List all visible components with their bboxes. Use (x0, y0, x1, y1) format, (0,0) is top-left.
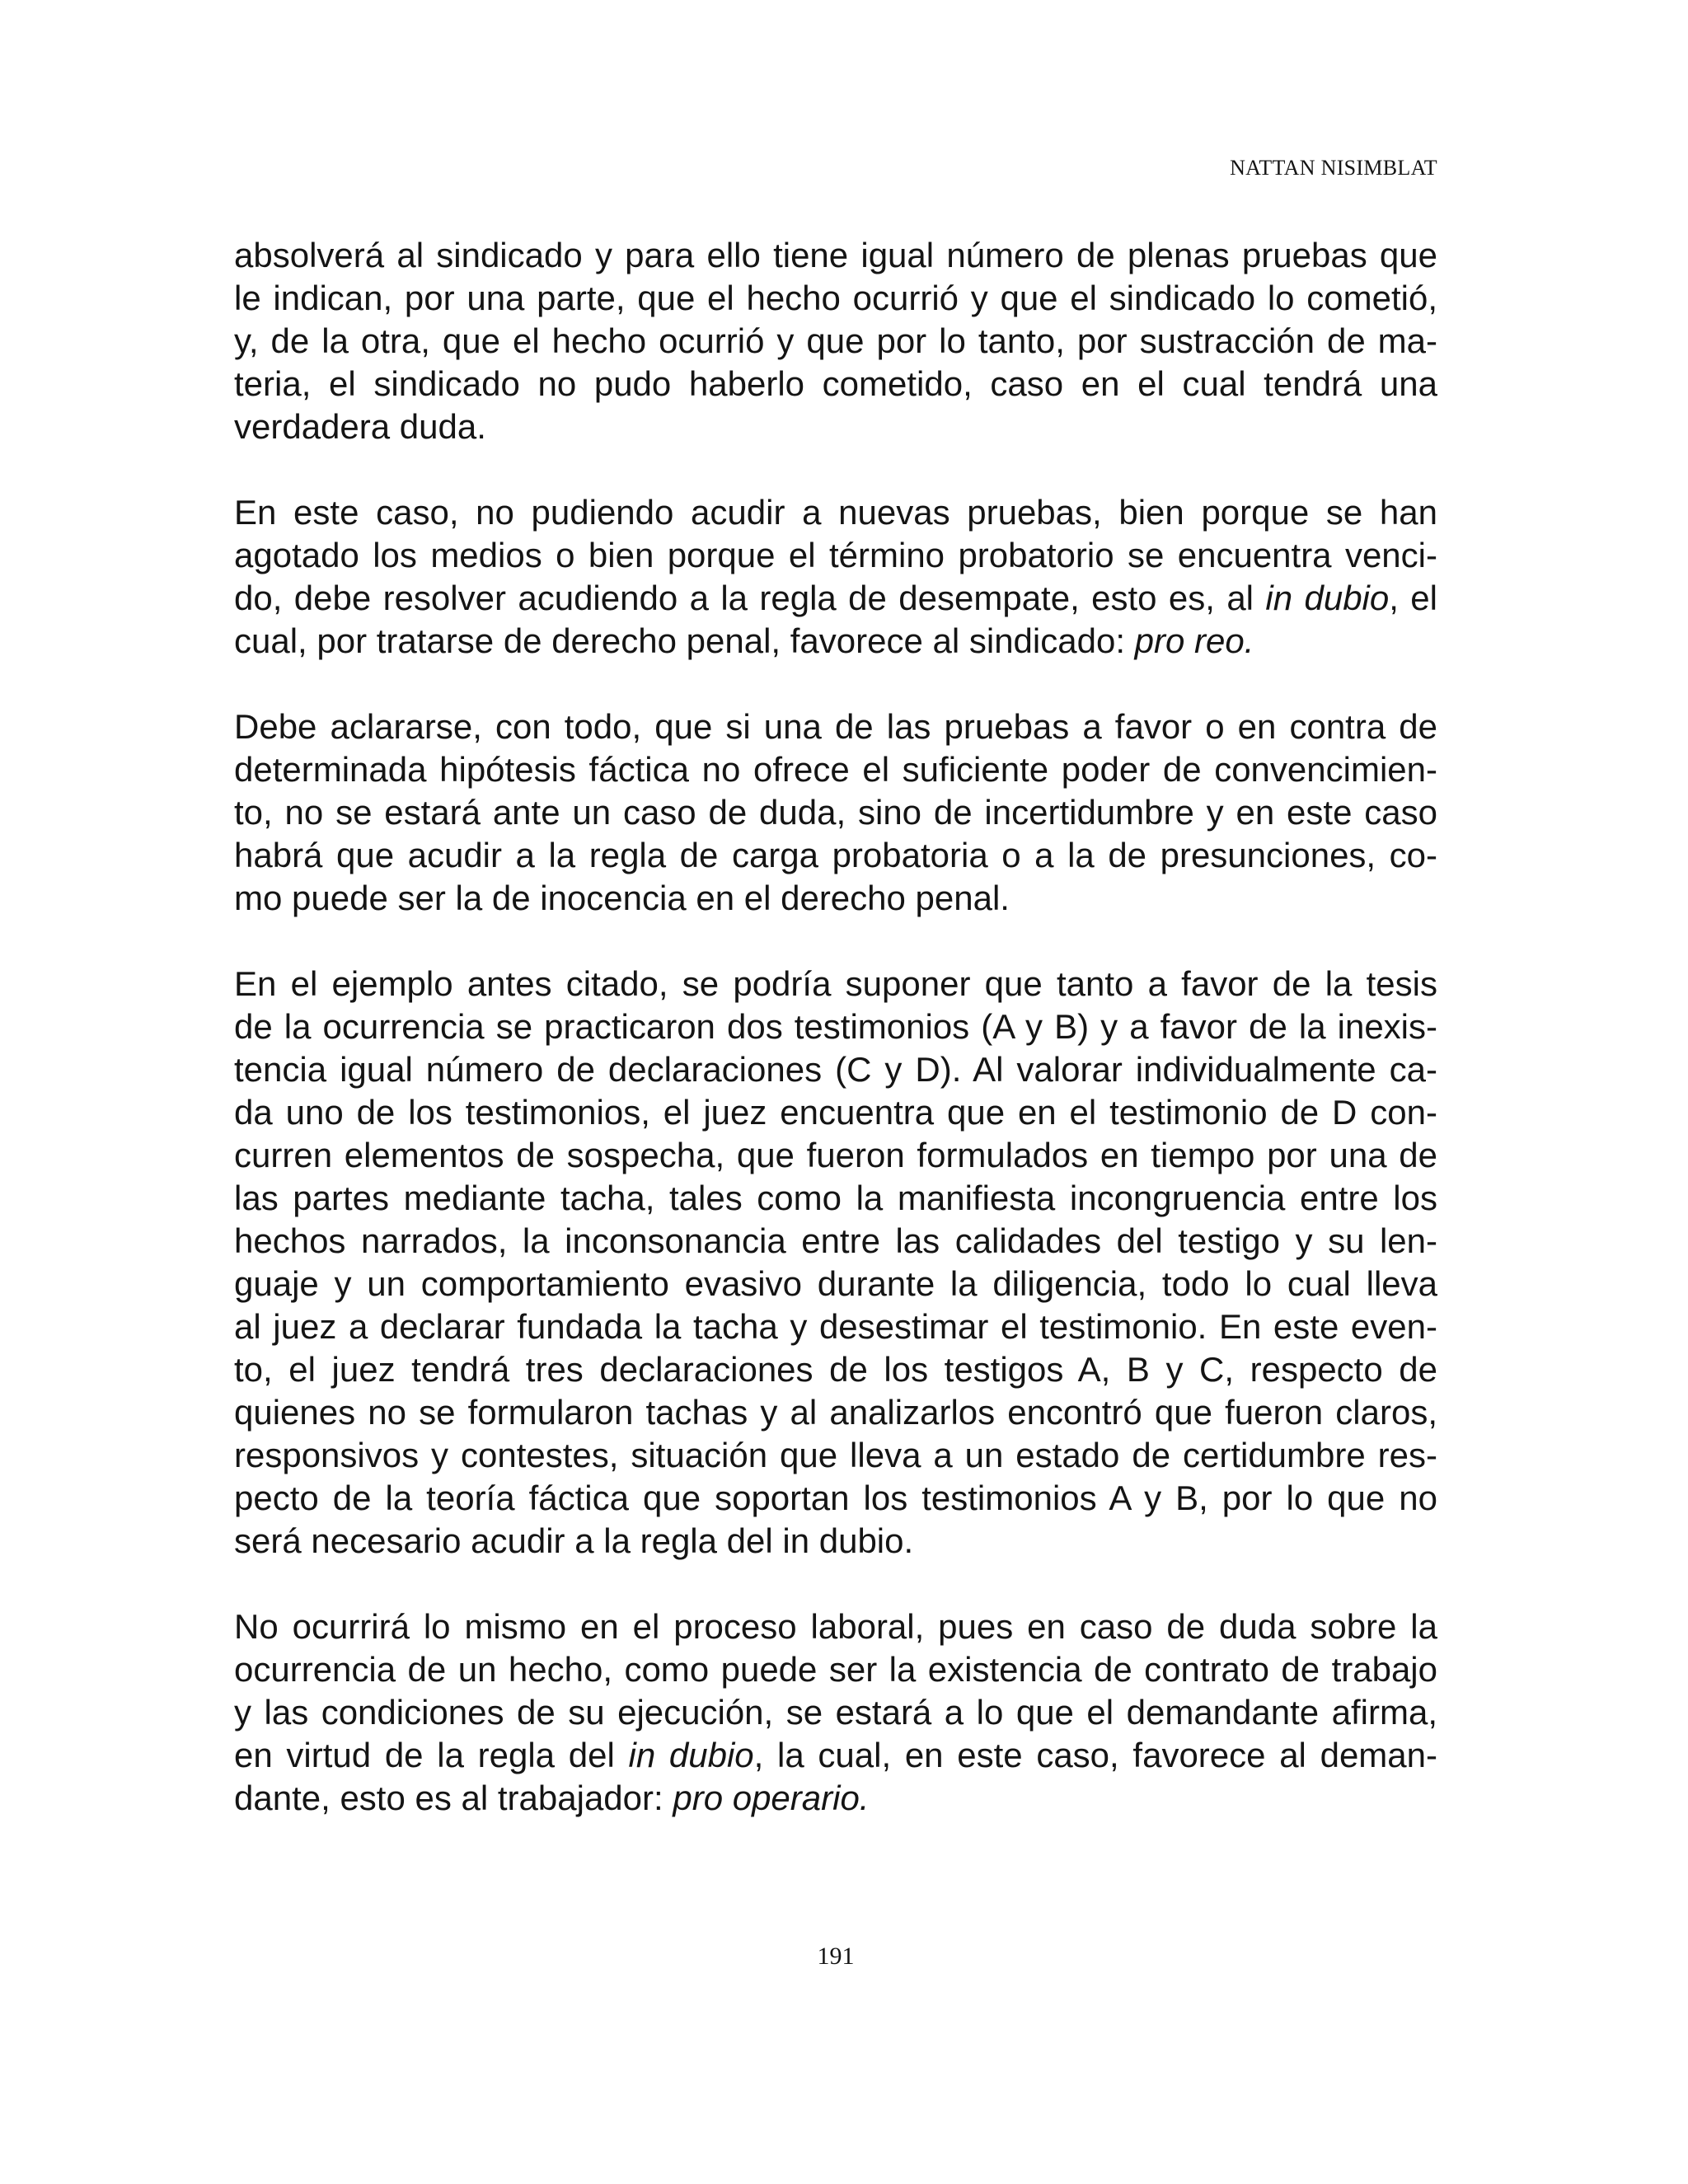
text-line (234, 1520, 1437, 1563)
paragraph (234, 963, 1437, 1563)
text-run: quienes no se formularon tachas y al analizarlos encontró que fueron claros, (234, 1393, 1437, 1432)
text-line (234, 1177, 1437, 1220)
emphasis-text: pro operario. (673, 1779, 870, 1817)
text-run: guaje y un comportamiento evasivo durante la diligencia, todo lo cual lleva (234, 1264, 1437, 1303)
text-run: absolverá al sindicado y para ello tiene igual número de plenas pruebas que (234, 236, 1437, 274)
text-line (234, 234, 1437, 277)
running-head: NATTAN NISIMBLAT (1230, 156, 1437, 180)
text-run: mo puede ser la de inocencia en el derecho penal. (234, 879, 1010, 917)
text-run: será necesario acudir a la regla del in dubio. (234, 1521, 914, 1560)
text-line (234, 877, 1437, 920)
text-run: dante, esto es al trabajador: (234, 1779, 673, 1817)
text-line (234, 748, 1437, 791)
text-line (234, 1691, 1437, 1734)
text-run: to, no se estará ante un caso de duda, sino de incertidumbre y en este caso (234, 793, 1437, 832)
emphasis-text: in dubio (628, 1736, 754, 1774)
text-line (234, 1777, 1437, 1820)
text-line (234, 1648, 1437, 1691)
text-run: pecto de la teoría fáctica que soportan los testimonios A y B, por lo que no (234, 1479, 1437, 1517)
text-line (234, 791, 1437, 834)
text-run: y las condiciones de su ejecución, se estará a lo que el demandante afirma, (234, 1693, 1437, 1732)
text-run: , la cual, en este caso, favorece al deman- (753, 1736, 1437, 1774)
text-line (234, 577, 1437, 620)
text-line (234, 620, 1437, 663)
text-line (234, 963, 1437, 1005)
text-line (234, 1605, 1437, 1648)
text-run: do, debe resolver acudiendo a la regla de desempate, esto es, al (234, 579, 1266, 617)
text-line (234, 1048, 1437, 1091)
text-run: cual, por tratarse de derecho penal, favorece al sindicado: (234, 621, 1135, 660)
text-run: teria, el sindicado no pudo haberlo cometido, caso en el cual tendrá una (234, 364, 1437, 403)
text-run: de la ocurrencia se practicaron dos testimonios (A y B) y a favor de la inexis- (234, 1007, 1437, 1046)
page-number: 191 (817, 1943, 855, 1970)
text-run: y, de la otra, que el hecho ocurrió y que por lo tanto, por sustracción de ma- (234, 321, 1437, 360)
text-line (234, 1434, 1437, 1477)
text-run: to, el juez tendrá tres declaraciones de los testigos A, B y C, respecto de (234, 1350, 1437, 1389)
text-run: En el ejemplo antes citado, se podría suponer que tanto a favor de la tesis (234, 964, 1437, 1003)
body-text (234, 234, 1437, 1863)
text-line (234, 491, 1437, 534)
text-run: No ocurrirá lo mismo en el proceso laboral, pues en caso de duda sobre la (234, 1607, 1437, 1646)
text-line (234, 277, 1437, 320)
paragraph (234, 491, 1437, 663)
text-line (234, 1391, 1437, 1434)
text-run: al juez a declarar fundada la tacha y desestimar el testimonio. En este even- (234, 1307, 1437, 1346)
text-line (234, 320, 1437, 363)
text-line (234, 1091, 1437, 1134)
emphasis-text: in dubio (1265, 579, 1390, 617)
paragraph (234, 705, 1437, 920)
text-line (234, 405, 1437, 448)
text-line (234, 1348, 1437, 1391)
text-run: da uno de los testimonios, el juez encuentra que en el testimonio de D con- (234, 1093, 1437, 1132)
text-line (234, 834, 1437, 877)
text-line (234, 1134, 1437, 1177)
text-run: en virtud de la regla del (234, 1736, 629, 1774)
text-line (234, 1263, 1437, 1305)
text-run: verdadera duda. (234, 407, 486, 446)
text-run: tencia igual número de declaraciones (C y D). Al valorar individualmente ca- (234, 1050, 1437, 1089)
text-line (234, 1220, 1437, 1263)
text-run: responsivos y contestes, situación que lleva a un estado de certidumbre res- (234, 1436, 1437, 1474)
text-line (234, 363, 1437, 405)
text-line (234, 705, 1437, 748)
text-run: hechos narrados, la inconsonancia entre las calidades del testigo y su len- (234, 1221, 1437, 1260)
text-run: le indican, por una parte, que el hecho ocurrió y que el sindicado lo cometió, (234, 279, 1437, 317)
text-line (234, 1305, 1437, 1348)
text-run: agotado los medios o bien porque el término probatorio se encuentra venci- (234, 536, 1437, 574)
emphasis-text: pro reo. (1134, 621, 1254, 660)
paragraph (234, 1605, 1437, 1820)
text-run: curren elementos de sospecha, que fueron formulados en tiempo por una de (234, 1136, 1437, 1174)
text-run: las partes mediante tacha, tales como la manifiesta incongruencia entre los (234, 1179, 1437, 1217)
text-run: ocurrencia de un hecho, como puede ser la existencia de contrato de trabajo (234, 1650, 1437, 1689)
text-run: habrá que acudir a la regla de carga probatoria o a la de presunciones, co- (234, 836, 1437, 874)
text-line (234, 534, 1437, 577)
text-run: , el (1389, 579, 1437, 617)
text-line (234, 1734, 1437, 1777)
text-line (234, 1477, 1437, 1520)
paragraph (234, 234, 1437, 448)
text-run: En este caso, no pudiendo acudir a nuevas pruebas, bien porque se han (234, 493, 1437, 532)
text-run: determinada hipótesis fáctica no ofrece el suficiente poder de convencimien- (234, 750, 1437, 789)
text-line (234, 1005, 1437, 1048)
text-run: Debe aclararse, con todo, que si una de las pruebas a favor o en contra de (234, 707, 1437, 746)
